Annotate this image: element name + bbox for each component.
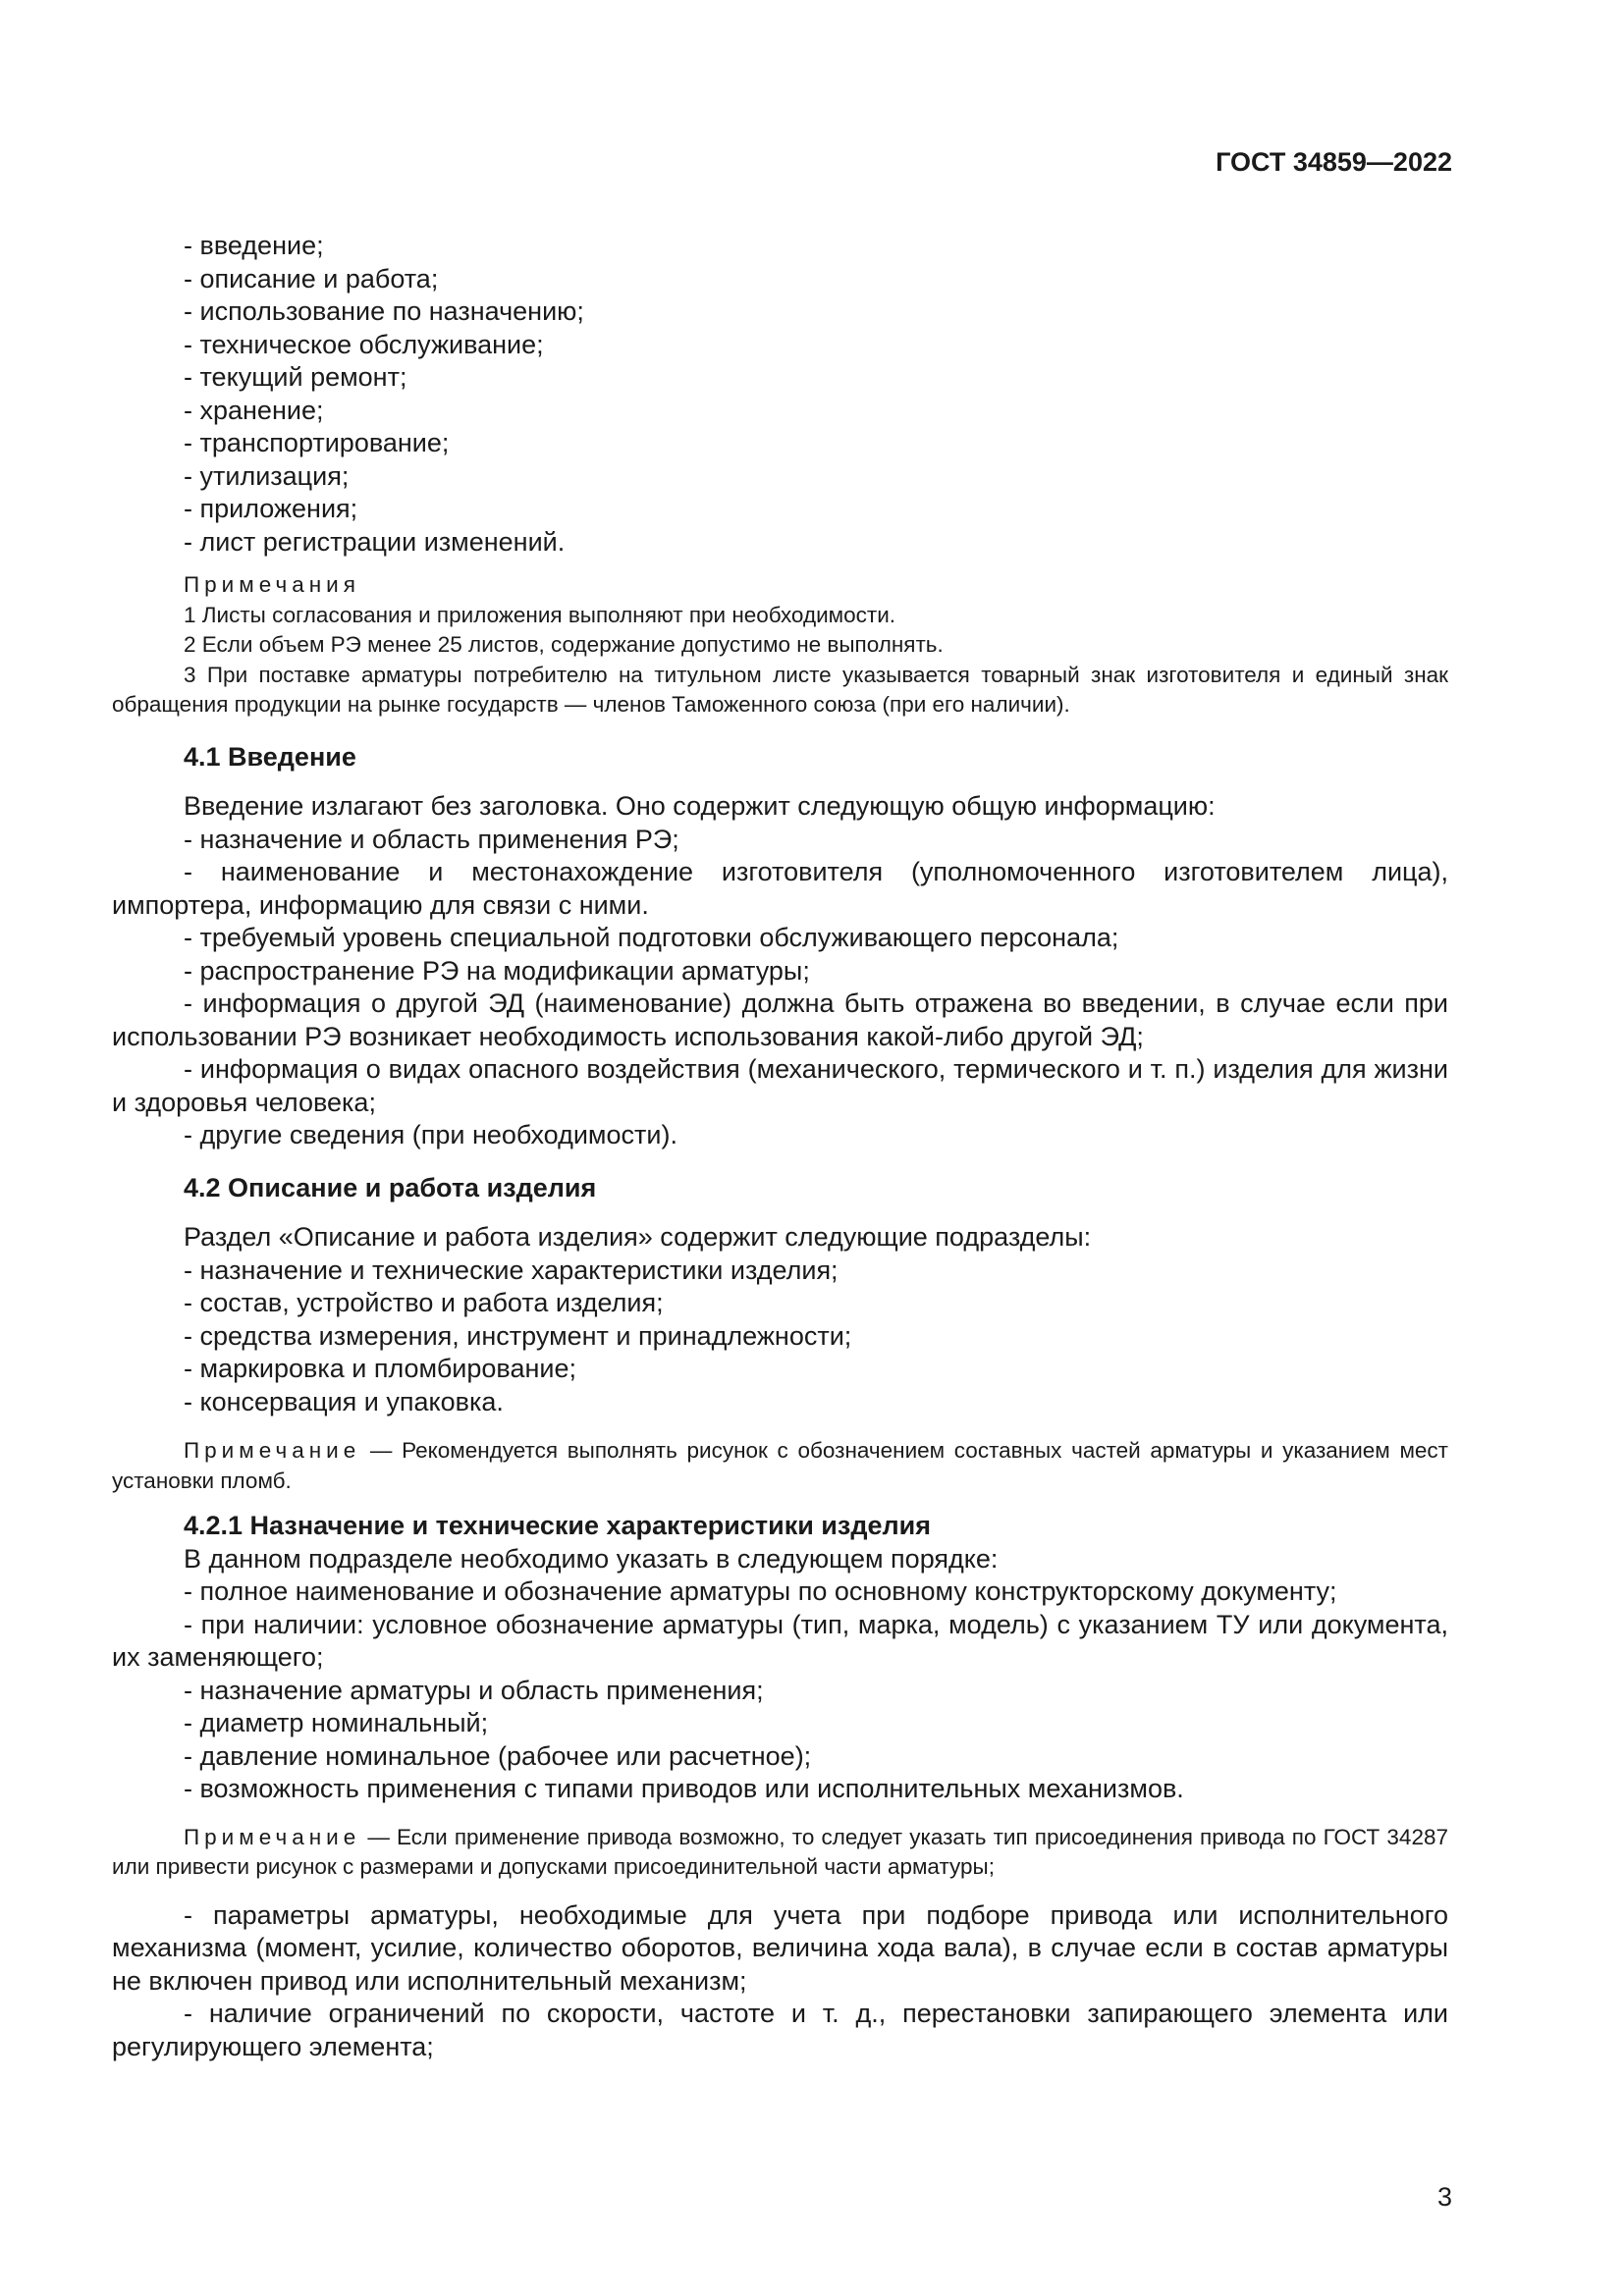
paragraph: В данном подразделе необходимо указать в следующем порядке: bbox=[184, 1543, 999, 1574]
list-item: - параметры арматуры, необходимые для учета при подборе привода или исполнительного механизма (момент, усилие, количество оборотов, величина хода вала), в случае если в состав арматуры не включен привод или исполнительный механизм; bbox=[112, 1899, 1448, 1996]
note-4-2-1 bbox=[112, 1823, 1448, 1883]
notes-block bbox=[112, 570, 1448, 721]
note-label: Примечание bbox=[184, 1824, 361, 1849]
list-item: - консервация и упаковка. bbox=[184, 1386, 504, 1416]
note-item: 3 При поставке арматуры потребителю на титульном листе указывается товарный знак изготовителя и единый знак обращения продукции на рынке государств — членов Таможенного союза (при его наличии). bbox=[112, 662, 1448, 717]
section-heading-4-2-1: 4.2.1 Назначение и технические характеристики изделия bbox=[184, 1511, 931, 1540]
list-item: - при наличии: условное обозначение арматуры (тип, марка, модель) с указанием ТУ или документа, их заменяющего; bbox=[112, 1609, 1448, 1672]
list-item: - состав, устройство и работа изделия; bbox=[184, 1288, 664, 1317]
list-item: - информация о видах опасного воздействия (механического, термического и т. п.) изделия для жизни и здоровья человека; bbox=[112, 1054, 1448, 1117]
list-item: - текущий ремонт; bbox=[184, 362, 407, 392]
list-item: - хранение; bbox=[184, 395, 324, 425]
section-4-1-body bbox=[112, 790, 1448, 1152]
list-item: - маркировка и пломбирование; bbox=[184, 1354, 576, 1383]
list-item: - введение; bbox=[184, 231, 324, 260]
list-item: - назначение арматуры и область применения; bbox=[184, 1675, 764, 1705]
contents-list bbox=[184, 230, 1448, 559]
note-item: 2 Если объем РЭ менее 25 листов, содержание допустимо не выполнять. bbox=[184, 632, 944, 657]
section-4-2-1-body bbox=[112, 1543, 1448, 1806]
note-4-2 bbox=[112, 1436, 1448, 1496]
note-text: — Рекомендуется выполнять рисунок с обозначением составных частей арматуры и указанием мест установки пломб. bbox=[112, 1438, 1448, 1493]
list-item: - назначение и область применения РЭ; bbox=[184, 824, 679, 854]
list-item: - приложения; bbox=[184, 494, 358, 523]
list-item: - другие сведения (при необходимости). bbox=[184, 1120, 677, 1149]
list-item: - информация о другой ЭД (наименование) должна быть отражена во введении, в случае если при использовании РЭ возникает необходимость использования какой-либо другой ЭД; bbox=[112, 988, 1448, 1051]
list-item: - наличие ограничений по скорости, частоте и т. д., перестановки запирающего элемента или регулирующего элемента; bbox=[112, 1999, 1448, 2061]
document-code-header: ГОСТ 34859—2022 bbox=[1216, 147, 1452, 177]
list-item: - распространение РЭ на модификации арматуры; bbox=[184, 955, 810, 986]
note-item: 1 Листы согласования и приложения выполняют при необходимости. bbox=[184, 602, 896, 627]
section-heading-4-2: 4.2 Описание и работа изделия bbox=[184, 1172, 597, 1202]
list-item: - лист регистрации изменений. bbox=[184, 526, 566, 557]
list-item: - средства измерения, инструмент и принадлежности; bbox=[184, 1320, 852, 1351]
section-4-2-body bbox=[184, 1221, 1448, 1418]
note-label: Примечание bbox=[184, 1438, 361, 1463]
list-item: - полное наименование и обозначение арматуры по основному конструкторскому документу; bbox=[184, 1576, 1337, 1606]
section-4-2-1-body-cont bbox=[112, 1899, 1448, 2064]
list-item: - требуемый уровень специальной подготовки обслуживающего персонала; bbox=[184, 923, 1119, 952]
list-item: - техническое обслуживание; bbox=[184, 329, 544, 359]
list-item: - использование по назначению; bbox=[184, 296, 584, 326]
page-number: 3 bbox=[1436, 2182, 1452, 2212]
list-item: - назначение и технические характеристики изделия; bbox=[184, 1255, 839, 1285]
page-content bbox=[112, 230, 1448, 2063]
list-item: - описание и работа; bbox=[184, 263, 439, 294]
list-item: - возможность применения с типами приводов или исполнительных механизмов. bbox=[184, 1774, 1184, 1803]
list-item: - диаметр номинальный; bbox=[184, 1708, 489, 1737]
paragraph: Раздел «Описание и работа изделия» содержит следующие подразделы: bbox=[184, 1222, 1092, 1252]
notes-title: Примечания bbox=[184, 572, 360, 597]
section-heading-4-1: 4.1 Введение bbox=[184, 741, 356, 772]
note-text: — Если применение привода возможно, то следует указать тип присоединения привода по ГОСТ 34287 или привести рисунок с размерами и допусками присоединительной части арматуры; bbox=[112, 1824, 1448, 1879]
list-item: - наименование и местонахождение изготовителя (уполномоченного изготовителем лица), импортера, информацию для связи с ними. bbox=[112, 857, 1448, 920]
list-item: - давление номинальное (рабочее или расчетное); bbox=[184, 1740, 812, 1771]
list-item: - транспортирование; bbox=[184, 428, 450, 457]
list-item: - утилизация; bbox=[184, 460, 350, 491]
paragraph: Введение излагают без заголовка. Оно содержит следующую общую информацию: bbox=[184, 791, 1216, 821]
